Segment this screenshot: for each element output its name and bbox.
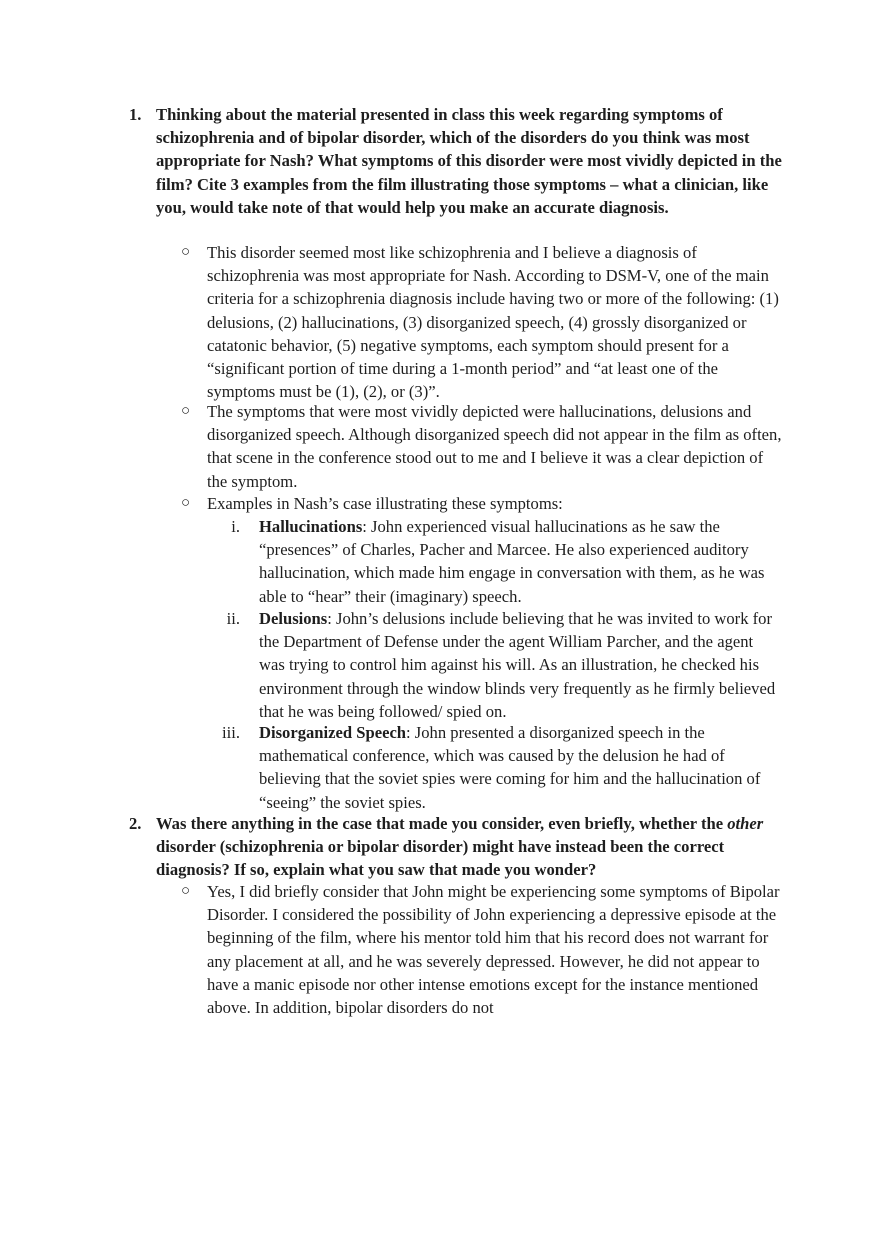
answer-2-bullet-1-text: Yes, I did briefly consider that John might be experiencing some symptoms of Bipolar Disorder. I considered the possibility of John experiencing a depressive episode at the beginning of the film, where his mentor told him that his record does not warrant for any placement at all, and he was severely depressed. However, he did not appear to have a manic episode nor other intense emotions except for the instance mentioned above. In addition, bipolar disorders do not (207, 882, 780, 1018)
example-description: : John’s delusions include believing that he was invited to work for the Department of Defense under the agent William Parcher, and the agent was trying to control him against his will. As an illustration, he checked his environment through the window blinds very frequently as he firmly believed that he was being followed/ spied on. (259, 609, 776, 721)
hollow-bullet-icon: ○ (181, 495, 191, 511)
example-term: Disorganized Speech (259, 723, 407, 742)
example-description: : John presented a disorganized speech in the mathematical conference, which was caused by the delusion he had of believing that the soviet spies were coming for him and the hallucination of “seeing” the soviet spies. (259, 723, 761, 812)
example-numeral: iii. (222, 723, 240, 742)
example-term: Delusions (259, 609, 328, 628)
example-numeral: ii. (226, 609, 240, 628)
example-disorganized-speech (222, 721, 779, 814)
answer-1-bullet-3-text: Examples in Nash’s case illustrating these symptoms: (207, 494, 563, 513)
answer-2-bullet-1 (181, 880, 782, 1019)
question-2-text-start: Was there anything in the case that made you consider, even briefly, whether the (156, 814, 728, 833)
example-description: : John experienced visual hallucinations as he saw the “presences” of Charles, Pacher and Marcee. He also experienced auditory hallucination, which made him engage in conversation with them, as he was able to “hear” their (imaginary) speech. (259, 517, 765, 606)
question-1 (129, 103, 789, 219)
answer-1-bullet-1-text: This disorder seemed most like schizophrenia and I believe a diagnosis of schizophrenia was most appropriate for Nash. According to DSM-V, one of the main criteria for a schizophrenia diagnosis include having two or more of the following: (1) delusions, (2) hallucinations, (3) disorganized speech, (4) grossly disorganized or catatonic behavior, (5) negative symptoms, each symptom should present for a “significant portion of time during a 1-month period” and “at least one of the symptoms must be (1), (2), or (3)”. (207, 243, 779, 402)
question-2-text-end: disorder (schizophrenia or bipolar disorder) might have instead been the correct diagnosis? If so, explain what you saw that made you wonder? (156, 837, 725, 880)
answer-1-bullet-2 (181, 400, 782, 493)
hollow-bullet-icon: ○ (181, 883, 191, 899)
answer-1-bullet-2-text: The symptoms that were most vividly depicted were hallucinations, delusions and disorganized speech. Although disorganized speech did not appear in the film as often, that scene in the conference stood out to me and I believe it was a clear depiction of the symptom. (207, 402, 782, 491)
answer-1-bullet-1 (181, 241, 782, 403)
example-delusions (226, 607, 779, 723)
answer-1-bullet-3 (181, 492, 782, 515)
example-term: Hallucinations (259, 517, 363, 536)
hollow-bullet-icon: ○ (181, 244, 191, 260)
example-text (259, 721, 779, 814)
hollow-bullet-icon: ○ (181, 403, 191, 419)
example-hallucinations (231, 515, 779, 608)
example-text (259, 515, 779, 608)
question-2-number: 2. (129, 814, 142, 833)
question-2-emphasis: other (727, 814, 764, 833)
example-numeral: i. (231, 517, 240, 536)
question-2 (129, 812, 789, 882)
question-1-number: 1. (129, 105, 142, 124)
example-text (259, 607, 779, 723)
question-2-text (156, 812, 789, 882)
question-1-text: Thinking about the material presented in class this week regarding symptoms of schizophrenia and of bipolar disorder, which of the disorders do you think was most appropriate for Nash? What symptoms of this disorder were most vividly depicted in the film? Cite 3 examples from the film illustrating those symptoms – what a clinician, like you, would take note of that would help you make an accurate diagnosis. (156, 105, 782, 217)
